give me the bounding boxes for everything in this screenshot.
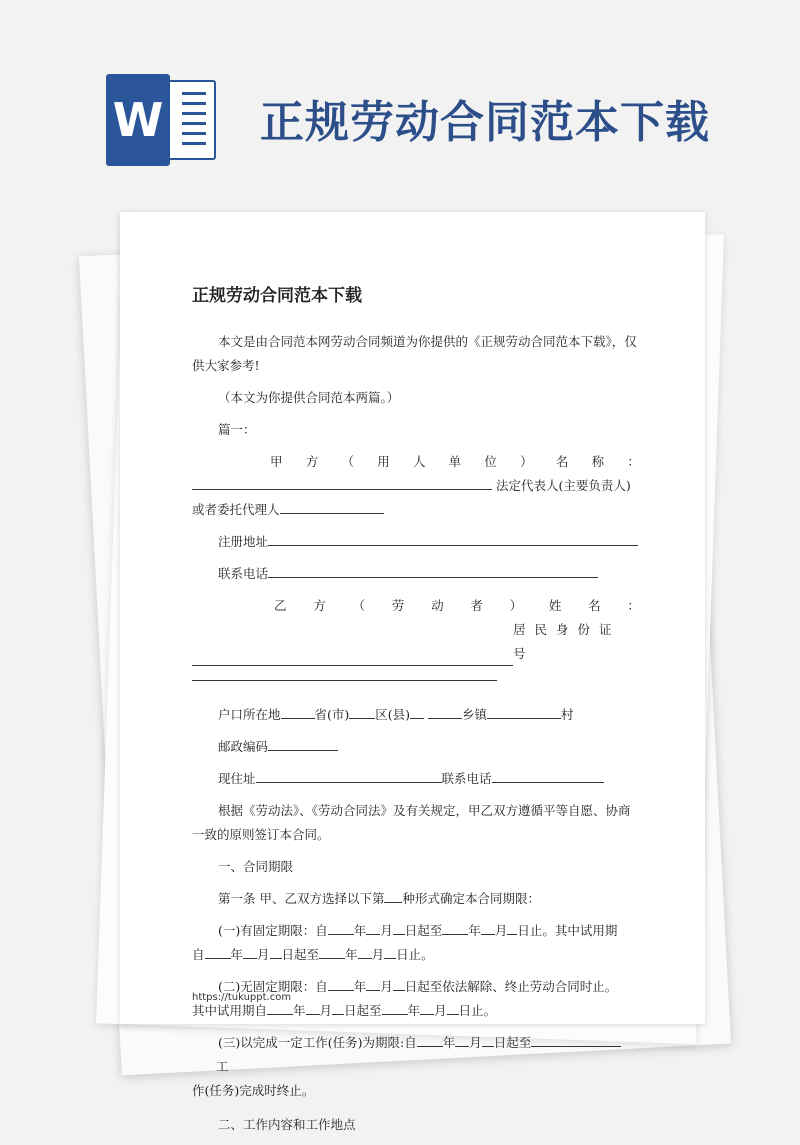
month-label: 月 (380, 979, 393, 994)
party-a-rep-line (192, 474, 640, 498)
word-logo-letter: W (106, 74, 170, 166)
legal-rep-label: 法定代表人(主要负责人) (495, 478, 631, 493)
party-a-char: （ (341, 454, 354, 469)
year-label: 年 (293, 1003, 306, 1018)
party-b-char: 名 (588, 598, 601, 613)
party-a-char: ） (520, 454, 533, 469)
year-blank[interactable] (328, 920, 354, 935)
year-label: 年 (407, 1003, 421, 1018)
month-label: 月 (494, 923, 508, 938)
party-a-char: 人 (412, 454, 426, 469)
option-one (192, 919, 640, 967)
district-label: 区(县) (375, 707, 411, 722)
month-blank[interactable] (366, 976, 380, 991)
party-a-char: ： (627, 454, 640, 469)
from-label: 日起至 (493, 1035, 532, 1050)
party-a-char: 单 (448, 454, 462, 469)
party-a-char: 方 (305, 454, 319, 469)
party-b-char: 动 (431, 598, 444, 613)
part-one-label: 篇一： (218, 422, 256, 437)
party-b-char: 方 (313, 598, 326, 613)
party-b-char: ） (509, 598, 523, 613)
option-two-end: 日起至依法解除、终止劳动合同时止。 (404, 979, 618, 994)
month-label: 月 (380, 923, 393, 938)
year-blank[interactable] (417, 1032, 443, 1047)
trial-day-blank[interactable] (270, 944, 282, 959)
province-blank[interactable] (281, 704, 315, 719)
party-a-name-line (192, 450, 640, 474)
month-label: 月 (319, 1003, 333, 1018)
postcode-line (192, 735, 640, 759)
intro-paragraph: 本文是由合同范本网劳动合同频道为你提供的《正规劳动合同范本下载》，仅供大家参考! (192, 334, 637, 373)
trial-label: 其中试用期 (554, 923, 618, 938)
year-blank[interactable] (328, 976, 354, 991)
document-body (192, 282, 640, 1145)
month-label: 月 (257, 947, 270, 962)
end-label: 日止。 (396, 947, 434, 962)
province-label: 省(市) (314, 707, 350, 722)
article-one-suffix: 种形式确定本合同期限： (402, 891, 540, 906)
month-blank[interactable] (455, 1032, 469, 1047)
party-b-char: 劳 (391, 598, 405, 613)
task-blank[interactable] (531, 1032, 621, 1047)
postcode-label: 邮政编码 (218, 739, 269, 754)
from-label: 日起至 (281, 947, 320, 962)
party-b-char: 乙 (274, 598, 287, 613)
trial-label: 其中试用期自 (192, 1003, 268, 1018)
option-three (192, 1031, 640, 1103)
trial-year-blank-2[interactable] (319, 944, 345, 959)
work-char: 工 (215, 1059, 229, 1074)
form-number-blank[interactable] (384, 888, 402, 903)
party-b-char: 姓 (548, 598, 562, 613)
party-b-char: ： (627, 598, 640, 613)
day-blank[interactable] (393, 976, 405, 991)
header (0, 0, 800, 200)
village-blank[interactable] (487, 704, 561, 719)
village-label: 村 (561, 707, 574, 722)
address-label: 注册地址 (218, 534, 269, 549)
footer-url[interactable]: https://tukuppt.com (192, 992, 292, 1003)
trial-year-blank[interactable] (205, 944, 231, 959)
hukou-line (192, 703, 640, 727)
document-page (120, 212, 705, 1132)
party-b-phone-blank[interactable] (492, 768, 604, 783)
trial-day-blank-2[interactable] (384, 944, 396, 959)
agent-blank[interactable] (280, 499, 384, 514)
from-label: 日起至 (344, 1003, 382, 1018)
trial-month-blank[interactable] (306, 1000, 320, 1015)
document-title: 正规劳动合同范本下载 (192, 286, 362, 306)
party-a-char: 名 (555, 454, 569, 469)
month-label: 月 (371, 947, 385, 962)
trial-month-blank[interactable] (243, 944, 257, 959)
party-a-char: 甲 (270, 454, 283, 469)
id-card-label: 居民身份证号 (512, 622, 621, 661)
year-label: 年 (230, 947, 244, 962)
address-blank[interactable] (268, 531, 638, 546)
party-a-char: 位 (484, 454, 497, 469)
phone-line (192, 562, 640, 586)
option-two-start: (二)无固定期限：自 (218, 979, 328, 994)
trial-day-blank[interactable] (332, 1000, 344, 1015)
party-b-char: 者 (470, 598, 483, 613)
party-a-name-blank[interactable] (192, 475, 492, 490)
day-blank-2[interactable] (507, 920, 517, 935)
id-card-line (192, 618, 640, 666)
year-blank-2[interactable] (442, 920, 468, 935)
party-b-name-blank[interactable] (192, 651, 513, 666)
party-b-char: （ (352, 598, 366, 613)
party-a-char: 称 (591, 454, 605, 469)
party-b-phone-label: 联系电话 (441, 771, 492, 786)
year-label: 年 (353, 979, 367, 994)
current-address-label: 现住址 (218, 771, 256, 786)
option-three-start: (三)以完成一定工作(任务)为期限:自 (218, 1035, 417, 1050)
trial-day-blank-2[interactable] (447, 1000, 459, 1015)
year-label: 年 (353, 923, 367, 938)
district-blank-2[interactable] (410, 704, 424, 719)
month-label: 月 (434, 1003, 447, 1018)
agent-line (192, 498, 640, 522)
hukou-label: 户口所在地 (218, 707, 281, 722)
current-address-line (192, 767, 640, 791)
article-one-prefix: 第一条 甲、乙双方选择以下第 (218, 891, 385, 906)
district-blank[interactable] (349, 704, 375, 719)
end-label: 日止。 (458, 1003, 497, 1018)
note-paragraph: （本文为你提供合同范本两篇。） (218, 390, 400, 405)
postcode-blank[interactable] (268, 736, 338, 751)
phone-blank[interactable] (268, 563, 598, 578)
from-label: 日起至 (404, 923, 443, 938)
article-one (192, 887, 640, 911)
year-label: 年 (468, 923, 481, 938)
year-label: 年 (345, 947, 358, 962)
word-document-icon (106, 74, 216, 166)
trial-from-label: 自 (192, 947, 205, 962)
id-card-blank[interactable] (192, 666, 497, 681)
trial-month-blank-2[interactable] (420, 1000, 434, 1015)
town-blank[interactable] (428, 704, 462, 719)
trial-year-blank-2[interactable] (382, 1000, 408, 1015)
party-b-name-line (192, 594, 640, 618)
page-title: 正规劳动合同范本下载 (260, 97, 710, 148)
month-label: 月 (469, 1035, 482, 1050)
day-blank[interactable] (482, 1032, 494, 1047)
day-blank[interactable] (393, 920, 405, 935)
party-a-char: 用 (377, 454, 390, 469)
section-one-heading: 一、合同期限 (218, 859, 294, 874)
trial-month-blank-2[interactable] (358, 944, 372, 959)
option-three-end: 作(任务)完成时终止。 (192, 1083, 315, 1098)
end-label: 日止。 (517, 923, 555, 938)
option-one-start: (一)有固定期限：自 (218, 923, 328, 938)
year-label: 年 (442, 1035, 456, 1050)
address-line (192, 530, 640, 554)
month-blank-2[interactable] (481, 920, 495, 935)
month-blank[interactable] (366, 920, 380, 935)
agent-label: 或者委托代理人 (192, 502, 280, 517)
current-address-blank[interactable] (256, 768, 442, 783)
town-label: 乡镇 (462, 707, 488, 722)
basis-paragraph: 根据《劳动法》、《劳动合同法》及有关规定，甲乙双方遵循平等自愿、协商一致的原则签订本合同。 (192, 803, 631, 842)
section-two-heading: 二、工作内容和工作地点 (218, 1117, 356, 1132)
phone-label: 联系电话 (218, 566, 269, 581)
